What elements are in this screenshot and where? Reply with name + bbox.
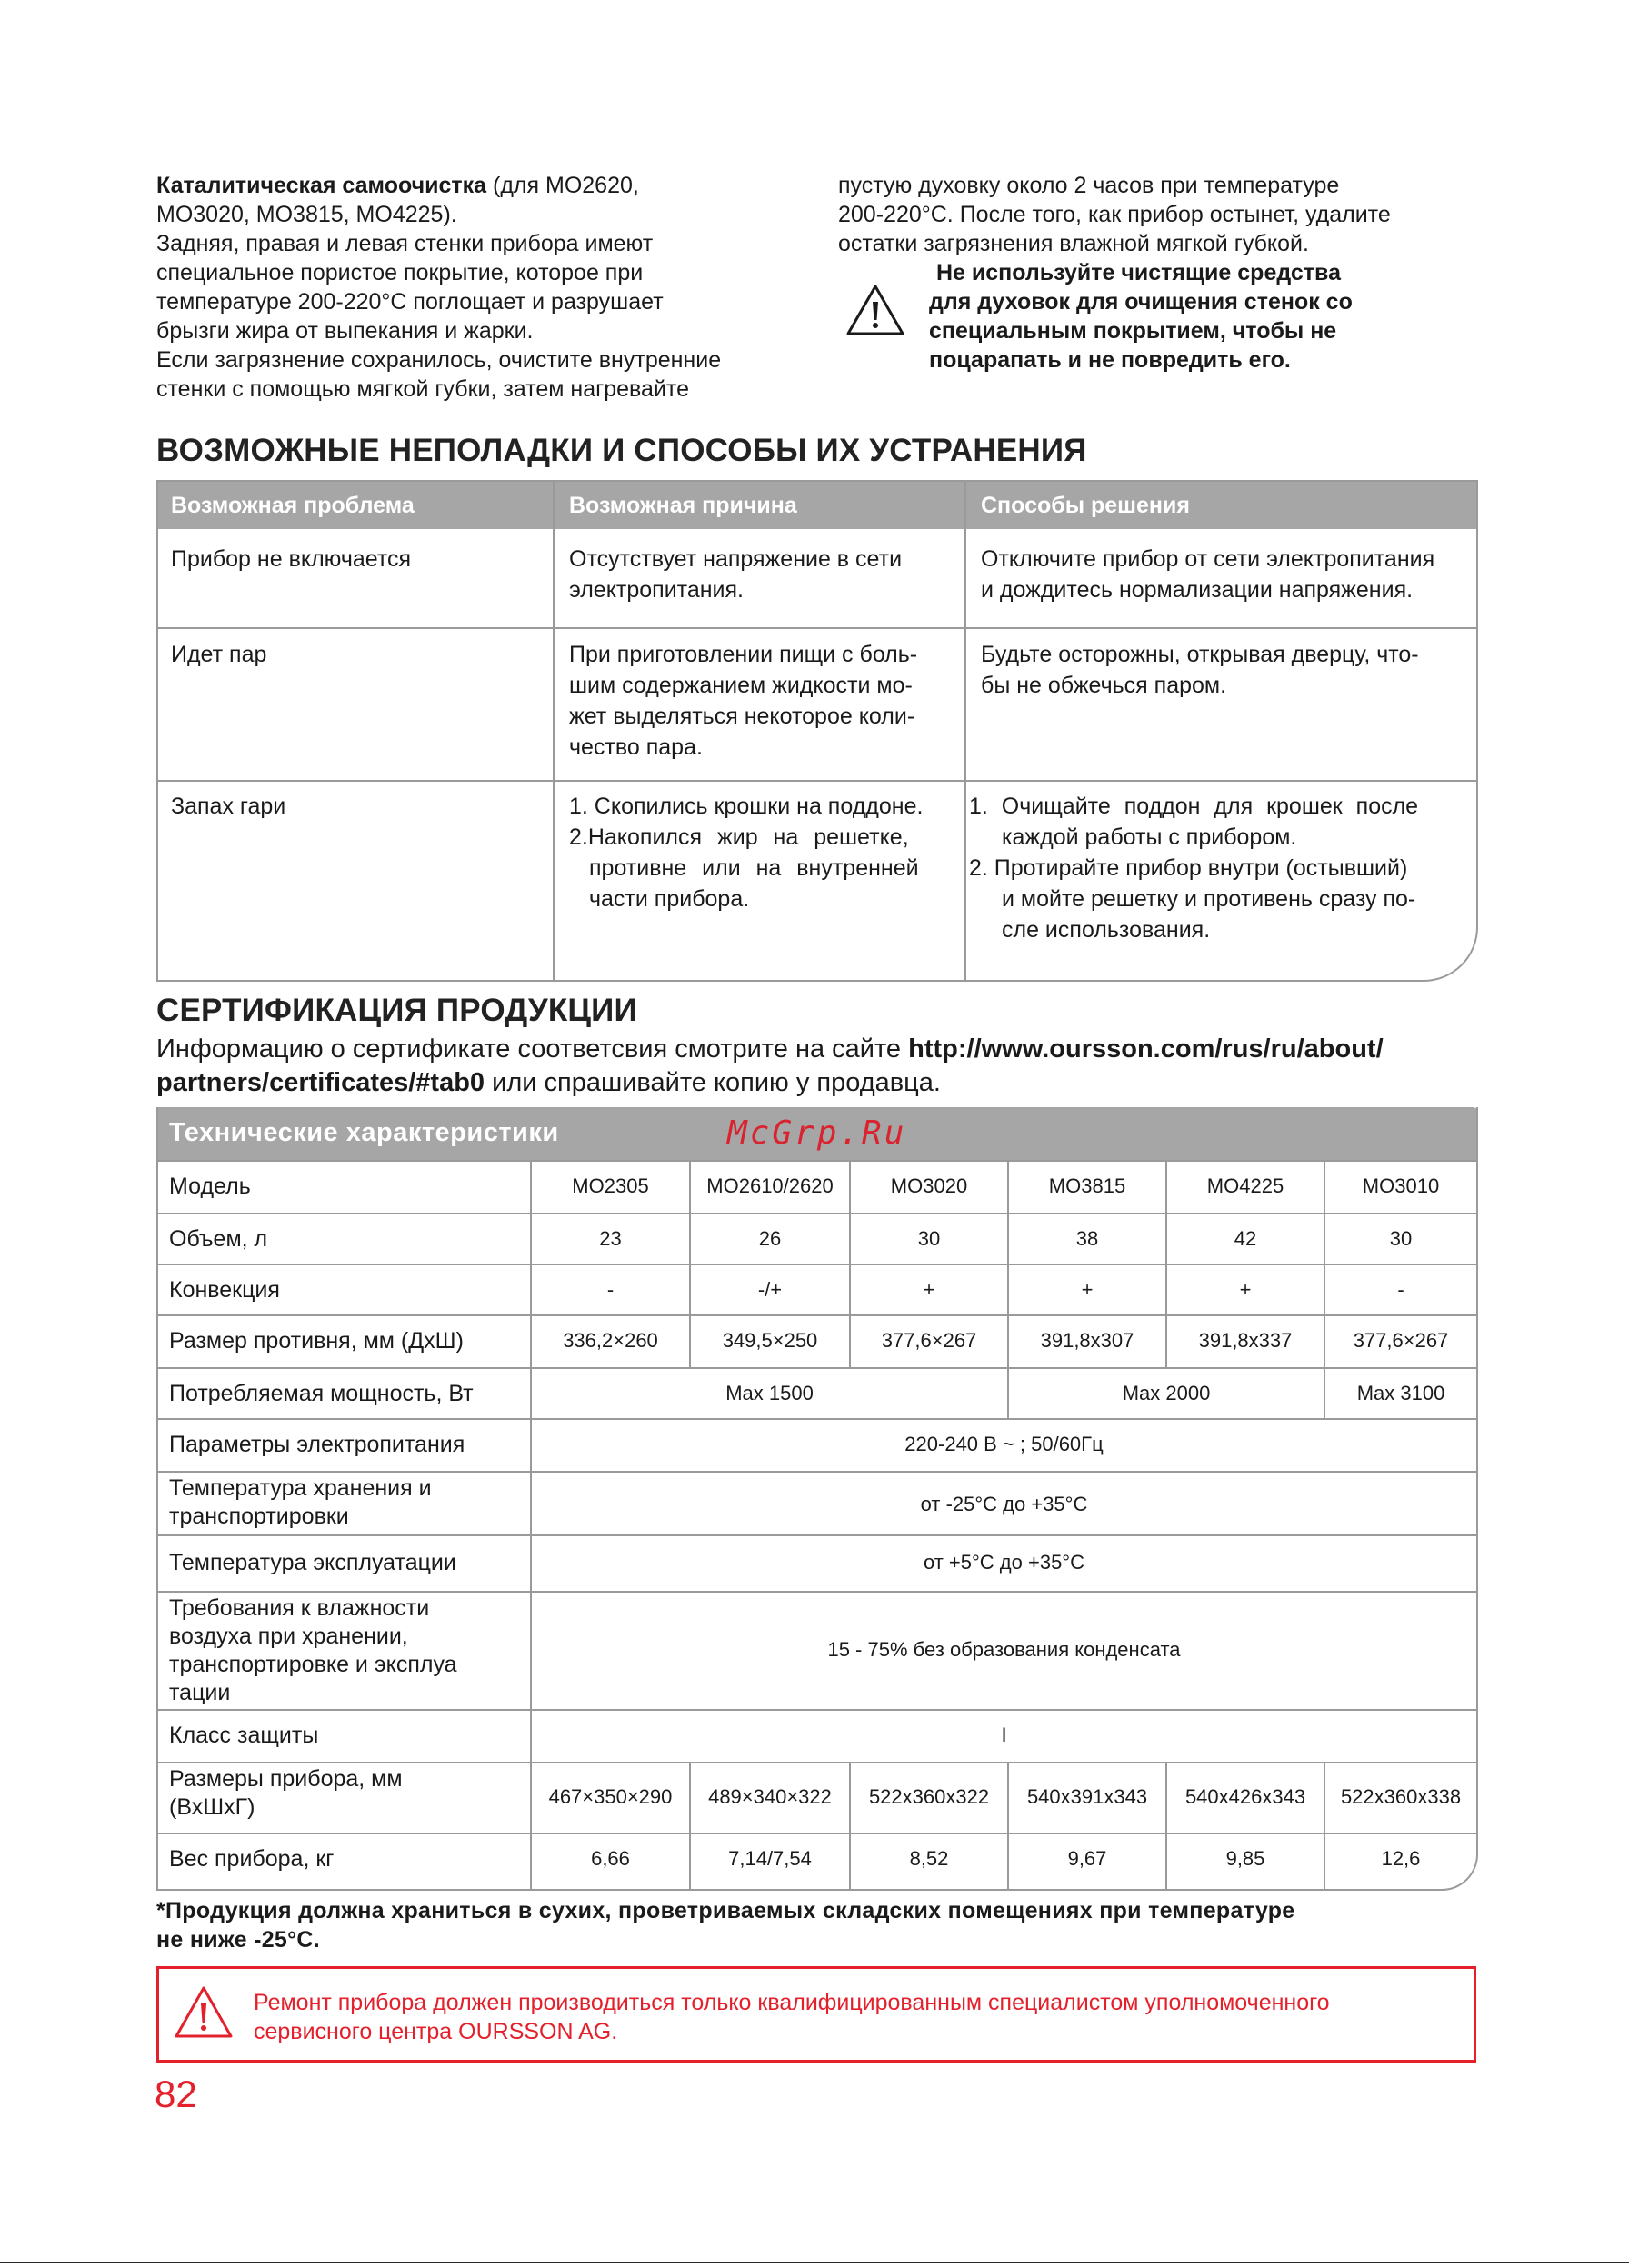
header-solution: Способы решения xyxy=(981,493,1190,518)
volume-6: 30 xyxy=(1389,1227,1413,1250)
specs-title: Технические характеристики xyxy=(169,1118,559,1147)
convection-3: + xyxy=(923,1278,935,1301)
weight-6: 12,6 xyxy=(1381,1847,1421,1870)
cleaning-warning-text: Не используйте чистящие средства для духовок для очищения стенок со специальным покрытием, чтобы не поцарапать и не повредить его. xyxy=(929,260,1353,373)
dimensions-3: 522x360x322 xyxy=(868,1785,990,1808)
row3-solution: 1. Очищайте поддон для крошек после каждой работы с прибором. 2. Протирайте прибор внутри (остывший) и мойте решетку и противень сразу по- сле использования. xyxy=(969,794,1419,943)
label-convection: Конвекция xyxy=(169,1277,280,1303)
volume-4: 38 xyxy=(1075,1227,1099,1250)
weight-5: 9,85 xyxy=(1225,1847,1265,1870)
tray-3: 377,6×267 xyxy=(881,1329,977,1352)
warning-icon xyxy=(174,1985,234,2040)
troubleshooting-table xyxy=(156,480,1478,982)
label-tray-size: Размер противня, мм (ДхШ) xyxy=(169,1328,464,1354)
certification-text: Информацию о сертификате соответсвия смотрите на сайте http://www.oursson.com/rus/ru/about/ partners/certificates/#tab0 или спрашивайте копию у продавца. xyxy=(156,1034,1384,1097)
supply-value: 220-240 В ~ ; 50/60Гц xyxy=(904,1433,1104,1455)
weight-2: 7,14/7,54 xyxy=(728,1847,812,1870)
power-3: Max 3100 xyxy=(1356,1382,1445,1404)
row1-problem: Прибор не включается xyxy=(171,546,412,572)
label-weight: Вес прибора, кг xyxy=(169,1846,335,1872)
tray-4: 391,8x307 xyxy=(1040,1329,1134,1352)
storage-note: *Продукция должна храниться в сухих, проветриваемых складских помещениях при температуре не ниже -25°С. xyxy=(156,1898,1295,1953)
tray-6: 377,6×267 xyxy=(1353,1329,1449,1352)
model-1: MO2305 xyxy=(572,1174,649,1197)
page-number: 82 xyxy=(155,2073,197,2115)
volume-5: 42 xyxy=(1234,1227,1257,1250)
weight-4: 9,67 xyxy=(1067,1847,1107,1870)
label-supply: Параметры электропитания xyxy=(169,1432,465,1457)
troubleshooting-header-row xyxy=(158,482,1476,529)
operating-temp-value: от +5°С до +35°С xyxy=(923,1551,1084,1574)
dimensions-4: 540x391x343 xyxy=(1026,1785,1148,1808)
convection-5: + xyxy=(1239,1278,1252,1301)
volume-1: 23 xyxy=(599,1227,622,1250)
troubleshooting-title: ВОЗМОЖНЫЕ НЕПОЛАДКИ И СПОСОБЫ ИХ УСТРАНЕНИЯ xyxy=(156,433,1087,468)
catalytic-cleaning-continued: пустую духовку около 2 часов при температуре 200-220°C. После того, как прибор остынет, удалите остатки загрязнения влажной мягкой губкой. xyxy=(838,173,1391,256)
catalytic-cleaning-text: Каталитическая самоочистка (для MO2620, MO3020, MO3815, MO4225). Задняя, правая и левая стенки прибора имеют специальное пористое покрытие, которое при температуре 200-220°C поглощает и разрушает брызги жира от выпекания и жарки. Если загрязнение сохранилось, очистите внутренние стенки с помощью мягкой губки, затем нагревайте xyxy=(156,173,722,402)
dimensions-1: 467×350×290 xyxy=(548,1785,673,1808)
convection-1: - xyxy=(606,1278,615,1301)
dimensions-5: 540x426x343 xyxy=(1184,1785,1306,1808)
page-bottom-rule xyxy=(0,2262,1629,2263)
header-cause: Возможная причина xyxy=(569,493,797,518)
repair-warning-box xyxy=(156,1966,1476,2063)
row3-cause: 1. Скопились крошки на поддоне. 2.Накопился жир на решетке, противне или на внутренней части прибора. xyxy=(569,794,924,912)
label-operating-temp: Температура эксплуатации xyxy=(169,1550,456,1575)
dimensions-2: 489×340×322 xyxy=(708,1785,832,1808)
weight-3: 8,52 xyxy=(909,1847,949,1870)
protection-value: I xyxy=(1001,1723,1007,1746)
model-5: MO4225 xyxy=(1206,1174,1284,1197)
convection-2: -/+ xyxy=(757,1278,783,1301)
certification-title: СЕРТИФИКАЦИЯ ПРОДУКЦИИ xyxy=(156,993,637,1028)
label-power: Потребляемая мощность, Вт xyxy=(169,1381,474,1406)
watermark-text: McGrp.Ru xyxy=(727,1114,907,1152)
volume-2: 26 xyxy=(758,1227,782,1250)
certificate-link-continued[interactable]: partners/certificates/#tab0 xyxy=(156,1068,485,1097)
convection-6: - xyxy=(1397,1278,1404,1301)
tray-5: 391,8x337 xyxy=(1198,1329,1293,1352)
specs-table xyxy=(156,1107,1478,1891)
certificate-link[interactable]: http://www.oursson.com/rus/ru/about/ xyxy=(908,1034,1384,1064)
label-storage-temp: Температура хранения и транспортировки xyxy=(169,1475,432,1529)
convection-4: + xyxy=(1081,1278,1094,1301)
weight-1: 6,66 xyxy=(591,1847,630,1870)
header-problem: Возможная проблема xyxy=(171,493,415,518)
label-dimensions: Размеры прибора, мм (ВхШхГ) xyxy=(169,1766,403,1820)
power-2: Max 2000 xyxy=(1122,1382,1211,1404)
warning-icon xyxy=(845,284,905,336)
row1-cause: Отсутствует напряжение в сети электропитания. xyxy=(569,546,903,603)
model-2: MO2610/2620 xyxy=(706,1174,834,1197)
row1-solution: Отключите прибор от сети электропитания и дождитесь нормализации напряжения. xyxy=(981,546,1435,603)
tray-2: 349,5×250 xyxy=(722,1329,818,1352)
label-model: Модель xyxy=(169,1174,251,1199)
label-humidity: Требования к влажности воздуха при хранении, транспортировке и эксплуа тации xyxy=(169,1595,457,1705)
row2-problem: Идет пар xyxy=(171,642,267,667)
dimensions-6: 522x360x338 xyxy=(1340,1785,1462,1808)
catalytic-cleaning-title: Каталитическая самоочистка xyxy=(156,173,487,198)
row2-solution: Будьте осторожны, открывая дверцу, что- бы не обжечься паром. xyxy=(981,642,1419,698)
row2-cause: При приготовлении пищи с боль- шим содержанием жидкости мо- жет выделяться некоторое коли- чество пара. xyxy=(569,642,918,760)
model-3: MO3020 xyxy=(890,1174,968,1197)
label-volume: Объем, л xyxy=(169,1226,268,1252)
humidity-value: 15 - 75% без образования конденсата xyxy=(827,1638,1181,1661)
row3-problem: Запах гари xyxy=(171,794,286,819)
volume-3: 30 xyxy=(917,1227,941,1250)
power-1: Max 1500 xyxy=(725,1382,814,1404)
model-6: MO3010 xyxy=(1362,1174,1440,1197)
tray-1: 336,2×260 xyxy=(563,1329,658,1352)
repair-warning-text: Ремонт прибора должен производиться только квалифицированным специалистом уполномоченного сервисного центра OURSSON AG. xyxy=(254,1990,1330,2044)
label-protection: Класс защиты xyxy=(169,1723,319,1748)
storage-temp-value: от -25°С до +35°С xyxy=(920,1493,1088,1515)
model-4: MO3815 xyxy=(1048,1174,1126,1197)
